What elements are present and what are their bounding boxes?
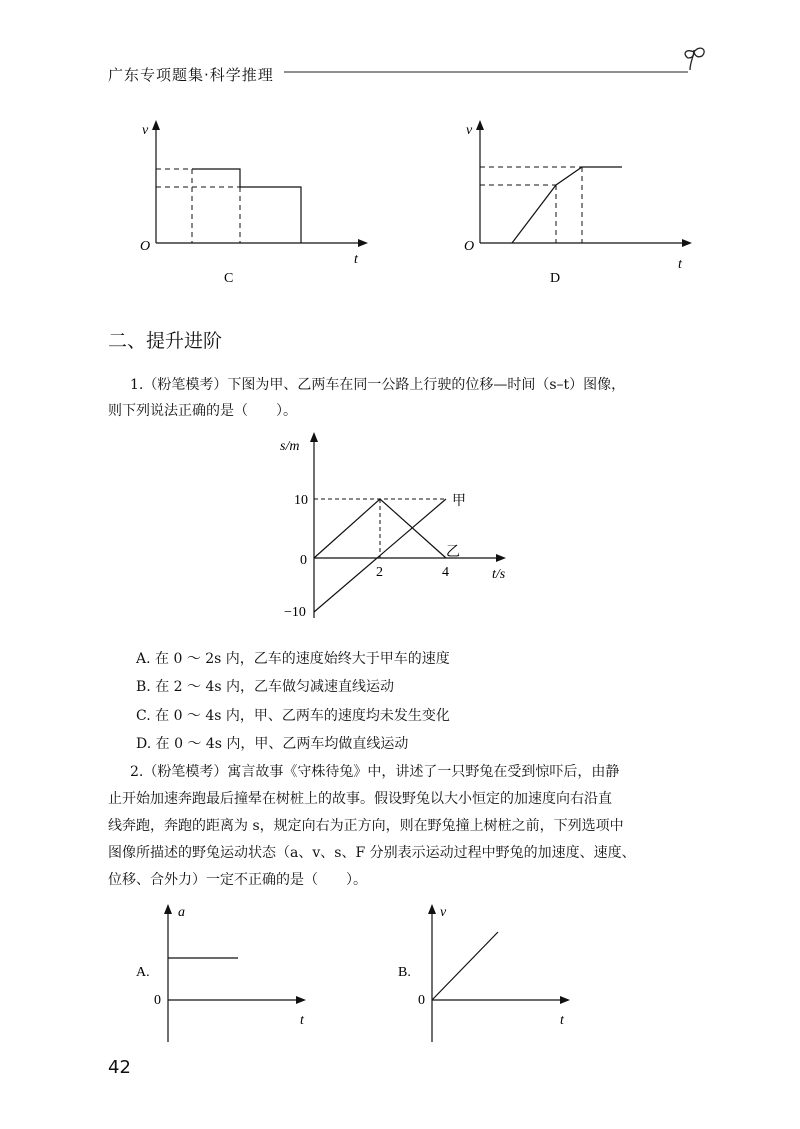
section-title: 二、提升进阶 bbox=[108, 330, 223, 352]
q1-graph-label-yi: 乙 bbox=[446, 545, 460, 560]
q2-line-4: 图像所描述的野兔运动状态（a、v、s、F 分别表示运动过程中野兔的加速度、速度、 bbox=[108, 845, 636, 861]
page-number: 42 bbox=[108, 1057, 131, 1078]
graph-d-v-label: v bbox=[466, 123, 473, 138]
q1-graph-x-tick-2: 2 bbox=[376, 565, 383, 580]
q2-graph-a-origin: 0 bbox=[154, 993, 161, 1008]
q2-graph-a-y-arrow bbox=[164, 904, 172, 914]
q2-line-5: 位移、合外力）一定不正确的是（ ）。 bbox=[108, 872, 367, 888]
graph-c bbox=[130, 118, 380, 288]
q2-graph-a-x-label: t bbox=[300, 1013, 304, 1028]
q2-graph-b-origin: 0 bbox=[418, 993, 425, 1008]
q1-text-line2: 则下列说法正确的是（ ）。 bbox=[108, 403, 297, 419]
sprout-icon bbox=[685, 48, 704, 70]
q1-graph-x-label: t/s bbox=[492, 567, 506, 582]
q2-graph-b-y-label: v bbox=[440, 905, 447, 920]
graph-c-t-label: t bbox=[354, 252, 358, 267]
q2-line-2: 止开始加速奔跑最后撞晕在树桩上的故事。假设野兔以大小恒定的加速度向右沿直 bbox=[108, 791, 612, 807]
graph-d-origin-label: O bbox=[464, 239, 475, 254]
graph-c-origin-label: O bbox=[140, 239, 151, 254]
q2-line-3: 线奔跑，奔跑的距离为 s，规定向右为正方向，则在野兔撞上树桩之前，下列选项中 bbox=[108, 818, 624, 834]
q2-graph-a-y-label: a bbox=[178, 905, 185, 920]
q2-graph-b-x-arrow bbox=[560, 996, 570, 1004]
q2-graph-a bbox=[130, 900, 330, 1050]
graph-d-y-arrow bbox=[476, 120, 484, 130]
q2-graph-a-x-arrow bbox=[296, 996, 306, 1004]
q2-graph-b-y-arrow bbox=[428, 904, 436, 914]
q1-option-a: A. 在 0 ～ 2s 内，乙车的速度始终大于甲车的速度 bbox=[136, 651, 450, 667]
graph-d-series-line bbox=[512, 167, 622, 243]
q1-graph-x-tick-4: 4 bbox=[442, 565, 449, 580]
q1-text-line1: 1.（粉笔模考）下图为甲、乙两车在同一公路上行驶的位移—时间（s–t）图像， bbox=[130, 377, 626, 393]
q1-graph-x-arrow bbox=[496, 554, 506, 562]
q1-graph-y-tick-10: 10 bbox=[294, 493, 308, 508]
q1-option-d: D. 在 0 ～ 4s 内，甲、乙两车均做直线运动 bbox=[136, 736, 409, 752]
q1-option-b: B. 在 2 ～ 4s 内，乙车做匀减速直线运动 bbox=[136, 679, 394, 695]
q2-graph-b bbox=[394, 900, 594, 1050]
graph-d bbox=[456, 118, 706, 288]
q2-graph-b-x-label: t bbox=[560, 1013, 564, 1028]
graph-d-t-label: t bbox=[678, 257, 682, 272]
graph-c-v-label: v bbox=[142, 123, 149, 138]
q1-graph-y-label: s/m bbox=[280, 439, 300, 454]
q1-graph-y-tick-neg10: −10 bbox=[284, 605, 306, 620]
graph-d-title: D bbox=[550, 271, 561, 286]
q2-graph-b-option-label: B. bbox=[398, 965, 411, 980]
q2-line-1: 2.（粉笔模考）寓言故事《守株待兔》中，讲述了一只野兔在受到惊吓后，由静 bbox=[130, 764, 620, 780]
q1-option-c: C. 在 0 ～ 4s 内，甲、乙两车的速度均未发生变化 bbox=[136, 708, 450, 724]
q2-graph-b-series-line bbox=[432, 932, 498, 1000]
q1-graph bbox=[270, 428, 530, 628]
graph-c-series-line bbox=[192, 169, 301, 243]
graph-d-x-arrow bbox=[682, 239, 692, 247]
q1-graph-label-jia: 甲 bbox=[452, 494, 466, 509]
page-header-title: 广东专项题集·科学推理 bbox=[108, 66, 274, 84]
graph-c-title: C bbox=[224, 271, 234, 286]
q1-graph-y-arrow bbox=[310, 432, 318, 442]
header-rule bbox=[0, 0, 800, 100]
q2-graph-a-option-label: A. bbox=[136, 965, 150, 980]
graph-c-y-arrow bbox=[152, 120, 160, 130]
graph-c-x-arrow bbox=[358, 239, 368, 247]
q1-graph-y-tick-0: 0 bbox=[300, 553, 307, 568]
